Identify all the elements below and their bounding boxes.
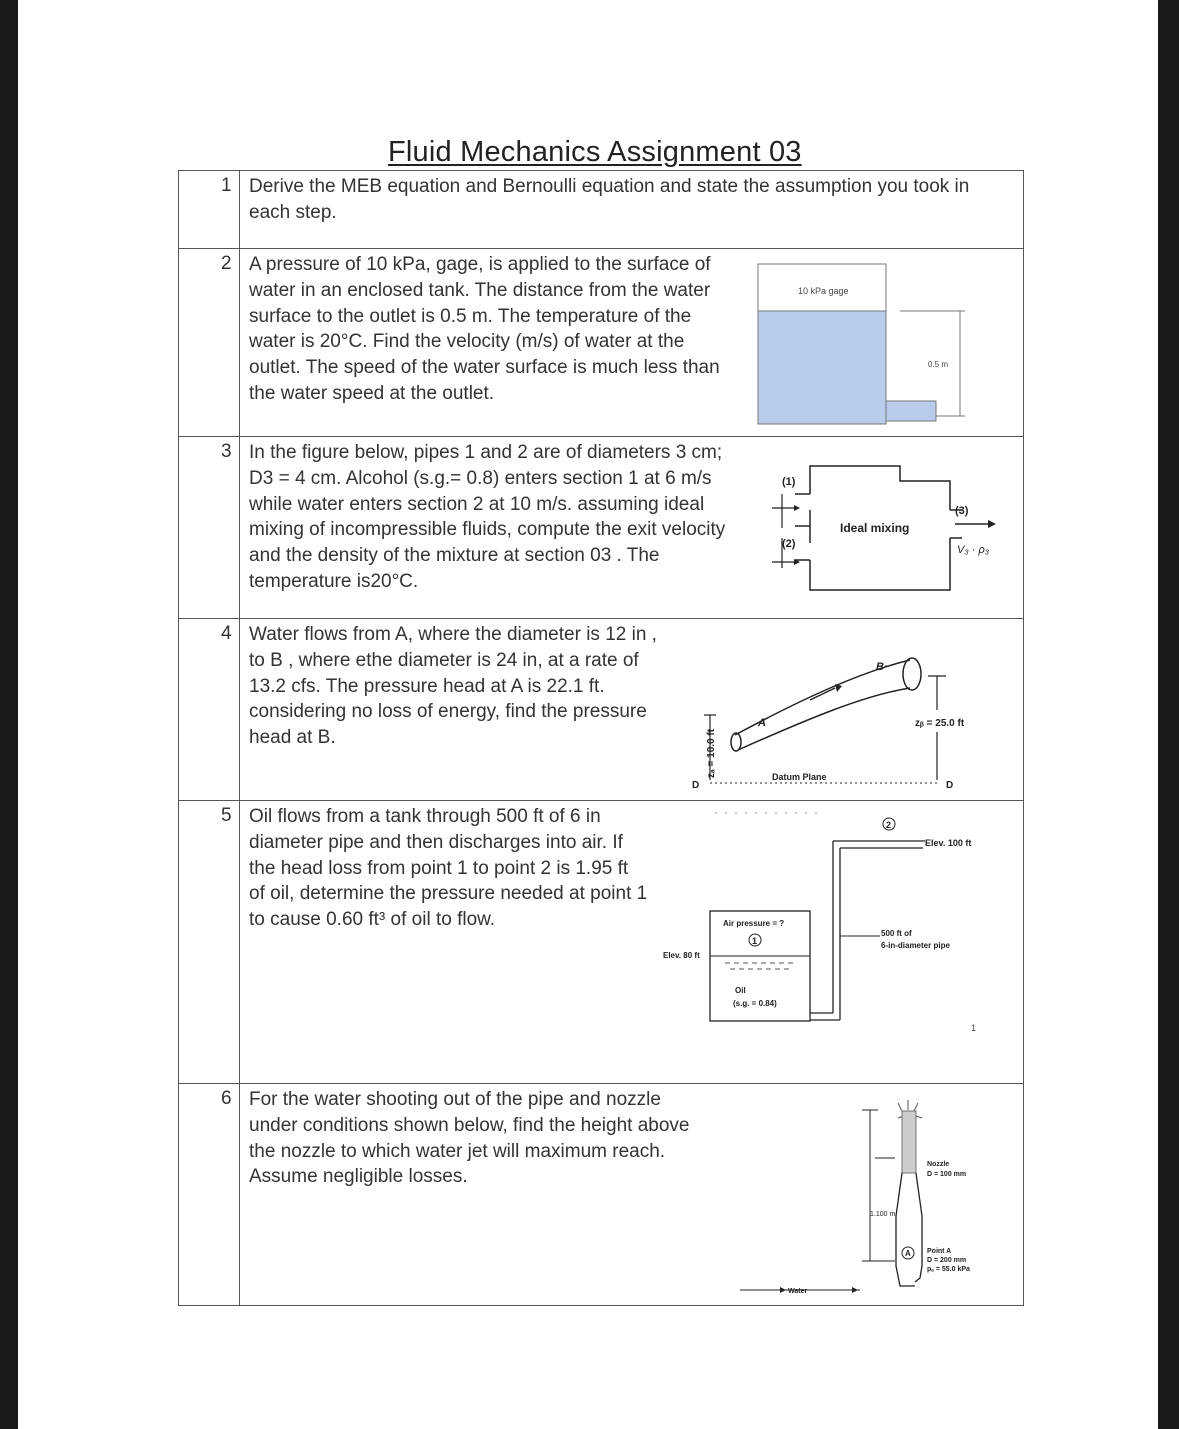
tank-figure: [740, 256, 980, 432]
question-text: For the water shooting out of the pipe and nozzle under conditions shown below, find the height above the nozzle to which water jet will maximum reach. Assume negligible losses.: [249, 1089, 690, 1188]
height-1100-label: 1.100 m: [870, 1211, 896, 1218]
v3-rho3-label: V₃ · ρ₃: [957, 544, 990, 556]
mixing-figure: [750, 458, 1010, 598]
elev-80-label: Elev. 80 ft: [663, 951, 700, 960]
datum-plane-label: Datum Plane: [772, 772, 827, 782]
number-column: [179, 1084, 240, 1305]
water-label: Water: [788, 1288, 808, 1295]
oil-sg-label: (s.g. = 0.84): [733, 999, 777, 1008]
figure-page-number: 1: [971, 1023, 977, 1033]
oil-tank-figure: [655, 808, 1005, 1048]
point-a-label: A: [758, 717, 766, 729]
air-pressure-label: Air pressure = ?: [723, 919, 785, 928]
question-text: A pressure of 10 kPa, gage, is applied to the surface of water in an enclosed tank. The distance from the water surface to the outlet is 0.5 m. The temperature of the water is 20°C. Find the velocity (m/s) of water at the outlet. The speed of the water surface is much less than the water speed at the outlet.: [249, 254, 720, 404]
point-a-circle: A: [905, 1249, 911, 1258]
question-text: Water flows from A, where the diameter is 12 in , to B , where ethe diameter is 24 in, at a rate of 13.2 cfs. The pressure head at A is 22.1 ft. considering no loss of energy, find the pressure head at B.: [249, 624, 657, 749]
question-number: 6: [221, 1088, 232, 1109]
nozzle-diameter: D = 100 mm: [927, 1171, 967, 1178]
number-column: [179, 437, 240, 618]
number-column: [179, 249, 240, 436]
section-1-label: (1): [782, 476, 796, 488]
question-number: 2: [221, 253, 232, 274]
pressure-label: 10 kPa gage: [798, 286, 849, 296]
za-label: zₐ = 10.0 ft: [706, 728, 717, 778]
datum-d-right: D: [946, 780, 954, 791]
section-2-label: (2): [782, 538, 796, 550]
zb-label: zᵦ = 25.0 ft: [915, 718, 965, 729]
pipe-diameter-label: 6-in-diameter pipe: [881, 941, 950, 950]
pipe-length-label: 500 ft of: [881, 929, 912, 938]
number-column: [179, 619, 240, 800]
question-row-1: [178, 170, 1024, 249]
page-title: Fluid Mechanics Assignment 03: [388, 136, 802, 168]
question-number: 5: [221, 805, 232, 826]
oil-label: Oil: [735, 986, 746, 995]
point-a-diameter: D = 200 mm: [927, 1257, 967, 1264]
question-number: 4: [221, 623, 232, 644]
section-3-label: (3): [955, 505, 969, 517]
point-a-pressure: pₐ = 55.0 kPa: [927, 1266, 970, 1273]
point-b-label: B·: [876, 661, 888, 673]
question-number: 1: [221, 175, 232, 196]
point-a-label: Point A: [927, 1248, 952, 1255]
datum-d-left: D: [692, 780, 700, 791]
nozzle-label: Nozzle: [927, 1161, 950, 1168]
nozzle-figure: [720, 1096, 1020, 1302]
point-1-number: 1: [752, 936, 758, 946]
question-number: 3: [221, 441, 232, 462]
pipe-ab-figure: [690, 640, 1010, 795]
number-column: [179, 801, 240, 1083]
question-text: Oil flows from a tank through 500 ft of 6 in diameter pipe and then discharges into air. If the head loss from point 1 to point 2 is 1.95 ft of oil, determine the pressure needed at point 1 to cause 0.60 ft³ of oil to flow.: [249, 806, 648, 931]
point-2-number: 2: [886, 820, 892, 830]
elev-100-label: Elev. 100 ft: [925, 838, 972, 848]
question-text: Derive the MEB equation and Bernoulli equation and state the assumption you took in each step.: [249, 176, 970, 223]
ideal-mixing-label: Ideal mixing: [840, 521, 910, 535]
height-label: 0.5 m: [928, 360, 949, 369]
question-text: In the figure below, pipes 1 and 2 are of diameters 3 cm; D3 = 4 cm. Alcohol (s.g.= 0.8) enters section 1 at 6 m/s while water enters section 2 at 10 m/s. assuming ideal mixing of incompressible fluids, compute the exit velocity and the density of the mixture at section 03 . The temperature is20°C.: [249, 442, 726, 592]
